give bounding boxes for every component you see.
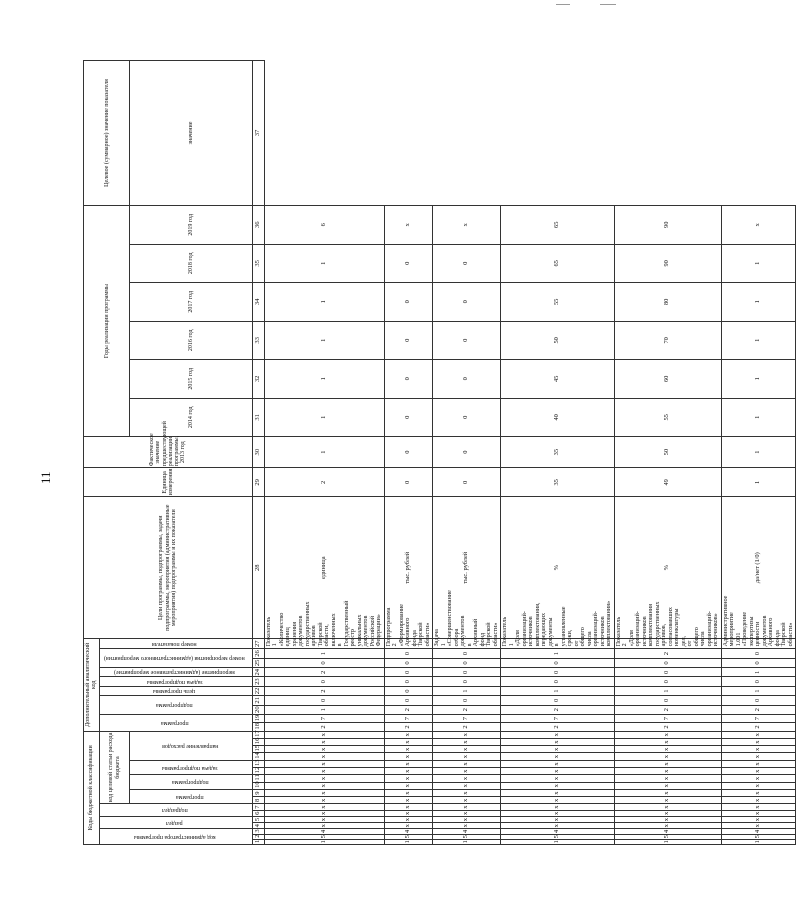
code-digit-cell: 1 [721, 686, 796, 695]
year-value-cell: 70 [614, 321, 721, 360]
code-digit-cell: x [433, 775, 501, 782]
code-digit-cell: x [264, 810, 384, 816]
code-digit-cell: x [721, 789, 796, 796]
code-digit-cell: 7 [614, 714, 721, 722]
code-digit-cell: x [614, 816, 721, 822]
unit-cell: единица [264, 497, 384, 639]
code-digit-cell: 2 [384, 723, 433, 731]
code-digit-cell: x [433, 731, 501, 738]
column-number: 19 [252, 714, 264, 722]
year-2019-header: 2019 год [130, 205, 252, 244]
unit-cell: % [501, 497, 615, 639]
column-number: 30 [252, 437, 264, 468]
ksr-direction-header: направление расходов [161, 742, 219, 749]
column-number: 1 [252, 839, 264, 844]
code-digit-cell: x [264, 823, 384, 829]
code-digit-cell: 5 [384, 834, 433, 839]
code-digit-cell: 2 [384, 705, 433, 714]
code-digit-cell: 5 [614, 834, 721, 839]
column-number: 28 [252, 497, 264, 639]
code-digit-cell: x [433, 753, 501, 760]
goal-name-cell: Показатель 2 «Доля организаций-источников комплектования государственных архивов, согласовавших номенклатуры дел, от общего числа организаций-источников» [614, 638, 721, 648]
year-value-cell: 0 [433, 244, 501, 283]
code-digit-cell: 0 [721, 677, 796, 686]
ac-goal-header: цель программы [153, 688, 196, 695]
code-digit-cell: x [501, 804, 615, 810]
target-value-cell: x [433, 205, 501, 244]
code-digit-cell: 2 [264, 686, 384, 695]
year-value-cell: 1 [721, 244, 796, 283]
code-digit-cell: x [721, 816, 796, 822]
code-digit-cell: x [384, 753, 433, 760]
code-digit-cell: x [614, 823, 721, 829]
code-digit-cell: 7 [721, 714, 796, 722]
column-number: 21 [252, 696, 264, 705]
year-value-cell: 55 [614, 398, 721, 437]
code-digit-cell: 2 [721, 705, 796, 714]
fact-header: Фактическое значение предшествующей реализации программы, 2013 год [84, 437, 253, 468]
code-digit-cell: x [501, 760, 615, 767]
code-digit-cell: 4 [614, 829, 721, 834]
column-number: 13 [252, 760, 264, 767]
year-value-cell: 0 [433, 437, 501, 468]
year-value-cell: 50 [614, 437, 721, 468]
code-digit-cell: 0 [264, 677, 384, 686]
code-digit-cell: x [721, 738, 796, 745]
code-digit-cell: x [721, 768, 796, 775]
year-value-cell: 0 [384, 283, 433, 322]
year-value-cell: 1 [721, 321, 796, 360]
column-number: 18 [252, 723, 264, 731]
rotated-table-container [83, 60, 794, 845]
code-digit-cell: x [384, 775, 433, 782]
code-digit-cell: 0 [433, 677, 501, 686]
code-digit-cell: 0 [264, 658, 384, 667]
table-row [384, 61, 433, 845]
code-digit-cell: x [721, 823, 796, 829]
fact-cell: 35 [501, 468, 615, 497]
column-number: 3 [252, 829, 264, 834]
column-number: 36 [252, 205, 264, 244]
code-digit-cell: 0 [501, 677, 615, 686]
code-digit-cell: 2 [501, 705, 615, 714]
table-row [614, 61, 721, 845]
column-number: 12 [252, 768, 264, 775]
code-digit-cell: x [264, 775, 384, 782]
code-digit-cell: x [614, 789, 721, 796]
years-header: Годы реализации программы [84, 205, 130, 436]
target-value-cell: 65 [501, 205, 615, 244]
ac-program-header: программа [160, 719, 189, 726]
goals-header: Цели программы, подпрограммы, задачи подпрограммы, мероприятия (административные мероприятия) подпрограммы и их показатели [84, 497, 253, 639]
code-digit-cell: x [433, 782, 501, 789]
column-number: 17 [252, 731, 264, 738]
code-digit-cell: 2 [721, 723, 796, 731]
code-digit-cell: x [614, 782, 721, 789]
code-digit-cell: 0 [433, 649, 501, 658]
code-digit-cell: 0 [614, 668, 721, 677]
code-digit-cell: 1 [501, 649, 615, 658]
code-digit-cell: x [384, 797, 433, 804]
ac-subprogram-header: подпрограмма [156, 702, 193, 709]
code-digit-cell: 0 [501, 696, 615, 705]
fact-cell: 0 [433, 468, 501, 497]
year-value-cell: 0 [433, 360, 501, 399]
column-number: 16 [252, 738, 264, 745]
code-digit-cell: 0 [384, 649, 433, 658]
code-digit-cell: x [721, 804, 796, 810]
scan-mark [556, 4, 570, 5]
code-digit-cell: x [384, 823, 433, 829]
code-digit-cell: 2 [501, 723, 615, 731]
column-number: 20 [252, 705, 264, 714]
code-digit-cell: x [433, 804, 501, 810]
code-digit-cell: x [501, 797, 615, 804]
code-digit-cell: x [614, 731, 721, 738]
year-value-cell: 50 [501, 321, 615, 360]
code-digit-cell: 7 [384, 714, 433, 722]
goal-name-cell: Показатель 1 «Количество единиц хранения документов государственных архивов Тверской области, включенных в Государственный реестр уникальных документов Российской Федерации» [264, 638, 384, 648]
code-digit-cell: x [721, 782, 796, 789]
code-digit-cell: 0 [501, 668, 615, 677]
ac-indicator-header: номер показателя [152, 640, 197, 647]
code-digit-cell: x [501, 789, 615, 796]
code-digit-cell: 0 [501, 658, 615, 667]
column-number: 26 [252, 649, 264, 658]
year-value-cell: 1 [264, 437, 384, 468]
code-digit-cell: x [501, 823, 615, 829]
code-digit-cell: x [721, 753, 796, 760]
code-digit-cell: 1 [264, 839, 384, 844]
year-value-cell: 0 [384, 360, 433, 399]
code-digit-cell: 1 [264, 649, 384, 658]
code-digit-cell: x [264, 789, 384, 796]
code-digit-cell: 0 [614, 696, 721, 705]
code-digit-cell: x [384, 738, 433, 745]
year-value-cell: 1 [721, 283, 796, 322]
code-digit-cell: 0 [433, 668, 501, 677]
code-digit-cell: x [433, 789, 501, 796]
code-digit-cell: x [433, 760, 501, 767]
program-indicators-table [83, 60, 796, 845]
admin-code-header: код администратора программы [133, 833, 216, 840]
target-value-cell: x [721, 205, 796, 244]
year-value-cell: 55 [501, 283, 615, 322]
code-digit-cell: 0 [264, 696, 384, 705]
code-digit-cell: 1 [721, 668, 796, 677]
code-digit-cell: x [384, 768, 433, 775]
code-digit-cell: 1 [501, 686, 615, 695]
ac-measure-header: мероприятие (административное мероприятие) [113, 669, 235, 676]
goal-name-cell: Подпрограмма 2 «Формирование Архивного фонда Тверской области» [384, 638, 433, 648]
year-value-cell: 1 [721, 398, 796, 437]
year-2018-header: 2018 год [130, 244, 252, 283]
code-digit-cell: x [501, 810, 615, 816]
code-digit-cell: 0 [384, 677, 433, 686]
code-digit-cell: 5 [433, 834, 501, 839]
code-digit-cell: 2 [614, 649, 721, 658]
code-digit-cell: x [384, 789, 433, 796]
code-digit-cell: x [614, 738, 721, 745]
code-digit-cell: 2 [264, 668, 384, 677]
year-2015-header: 2015 год [130, 360, 252, 399]
scan-mark [600, 4, 616, 5]
code-digit-cell: 4 [433, 829, 501, 834]
extra-code-header: Дополнительный аналитический код [84, 638, 100, 731]
code-digit-cell: 1 [264, 705, 384, 714]
code-digit-cell: 2 [614, 723, 721, 731]
column-number: 7 [252, 804, 264, 810]
column-number: 25 [252, 658, 264, 667]
fact-cell: 2 [264, 468, 384, 497]
unit-cell: тыс. рублей [433, 497, 501, 639]
code-digit-cell: x [614, 775, 721, 782]
code-digit-cell: x [433, 797, 501, 804]
code-digit-cell: x [264, 753, 384, 760]
column-number: 29 [252, 468, 264, 497]
column-number: 27 [252, 638, 264, 648]
code-digit-cell: 1 [384, 839, 433, 844]
column-number: 22 [252, 686, 264, 695]
unit-cell: тыс. рублей [384, 497, 433, 639]
year-value-cell: 1 [264, 360, 384, 399]
code-digit-cell: x [614, 797, 721, 804]
target-value-cell: x [384, 205, 433, 244]
podrazdel-header: подраздел [161, 807, 188, 814]
code-digit-cell: 4 [384, 829, 433, 834]
code-digit-cell: x [384, 804, 433, 810]
code-digit-cell: x [614, 768, 721, 775]
code-digit-cell: x [501, 738, 615, 745]
year-2017-header: 2017 год [130, 283, 252, 322]
column-number: 2 [252, 834, 264, 839]
code-digit-cell: x [501, 746, 615, 753]
code-digit-cell: 0 [384, 658, 433, 667]
column-number: 11 [252, 775, 264, 782]
column-number: 14 [252, 753, 264, 760]
code-digit-cell: x [501, 782, 615, 789]
code-digit-cell: 1 [433, 839, 501, 844]
ksr-header: код целевой статьи расхода бюджета [99, 731, 130, 804]
code-digit-cell: 2 [433, 723, 501, 731]
code-digit-cell: 0 [384, 668, 433, 677]
code-digit-cell: x [433, 746, 501, 753]
column-number: 35 [252, 244, 264, 283]
year-value-cell: 0 [384, 321, 433, 360]
year-value-cell: 0 [433, 283, 501, 322]
year-value-cell: 0 [384, 398, 433, 437]
code-digit-cell: x [501, 775, 615, 782]
code-digit-cell: 0 [721, 696, 796, 705]
code-digit-cell: 2 [433, 705, 501, 714]
code-digit-cell: x [721, 810, 796, 816]
code-digit-cell: 7 [501, 714, 615, 722]
code-digit-cell: x [384, 760, 433, 767]
column-number: 8 [252, 797, 264, 804]
code-digit-cell: 1 [614, 839, 721, 844]
code-digit-cell: 0 [614, 658, 721, 667]
year-value-cell: 1 [721, 437, 796, 468]
year-value-cell: 65 [501, 244, 615, 283]
code-digit-cell: x [721, 731, 796, 738]
year-value-cell: 1 [264, 244, 384, 283]
goal-name-cell: Показатель 1 «Доля организаций-источников комплектования, передающих документы в установленные сроки, от общего числа организаций-источников комплектования» [501, 638, 615, 648]
column-number: 32 [252, 360, 264, 399]
year-value-cell: 1 [264, 321, 384, 360]
budget-classification-header: Коды бюджетной классификации [84, 731, 100, 844]
code-digit-cell: x [614, 746, 721, 753]
code-digit-cell: 5 [721, 834, 796, 839]
table-row [721, 61, 796, 845]
table-row [501, 61, 615, 845]
code-digit-cell: 4 [501, 829, 615, 834]
ksr-task-header: задача подпрограммы [162, 764, 218, 771]
code-digit-cell: x [264, 797, 384, 804]
code-digit-cell: x [614, 810, 721, 816]
column-number: 31 [252, 398, 264, 437]
column-number: 37 [252, 61, 264, 206]
code-digit-cell: x [384, 746, 433, 753]
page-number: 11 [38, 471, 53, 484]
code-digit-cell: x [264, 746, 384, 753]
code-digit-cell: x [501, 816, 615, 822]
code-digit-cell: x [384, 782, 433, 789]
goal-name-cell: Административное мероприятие 1.001 «Проведение экспертизы ценности документов Архивного фонда Тверской области» [721, 638, 796, 648]
code-digit-cell: 0 [384, 686, 433, 695]
code-digit-cell: 1 [721, 839, 796, 844]
code-digit-cell: x [264, 738, 384, 745]
column-number: 9 [252, 789, 264, 796]
code-digit-cell: x [721, 760, 796, 767]
target-value-cell: 90 [614, 205, 721, 244]
year-value-cell: 0 [384, 244, 433, 283]
unit-cell: да/нет (1/0) [721, 497, 796, 639]
code-digit-cell: x [433, 738, 501, 745]
fact-cell: 0 [384, 468, 433, 497]
ac-task-header: задача подпрограммы [146, 678, 203, 685]
column-number: 4 [252, 823, 264, 829]
code-digit-cell: x [264, 731, 384, 738]
code-digit-cell: x [384, 810, 433, 816]
year-value-cell: 1 [264, 283, 384, 322]
year-2016-header: 2016 год [130, 321, 252, 360]
code-digit-cell: 0 [433, 696, 501, 705]
year-value-cell: 90 [614, 244, 721, 283]
ksr-subprogram-header: подпрограмма [171, 779, 209, 786]
column-number: 33 [252, 321, 264, 360]
year-2014-header: 2014 год [130, 398, 252, 437]
column-number: 34 [252, 283, 264, 322]
code-digit-cell: x [433, 810, 501, 816]
code-digit-cell: 4 [264, 829, 384, 834]
target-value-header: значение [130, 61, 252, 206]
code-digit-cell: 0 [384, 696, 433, 705]
code-digit-cell: 0 [721, 658, 796, 667]
target-header: Целевое (суммарное) значение показателя [84, 61, 130, 206]
code-digit-cell: 0 [721, 649, 796, 658]
column-number: 23 [252, 677, 264, 686]
code-digit-cell: x [433, 768, 501, 775]
year-value-cell: 0 [433, 398, 501, 437]
code-digit-cell: x [384, 816, 433, 822]
code-digit-cell: x [384, 731, 433, 738]
year-value-cell: 35 [501, 437, 615, 468]
year-value-cell: 80 [614, 283, 721, 322]
code-digit-cell: 5 [264, 834, 384, 839]
column-number: 15 [252, 746, 264, 753]
code-digit-cell: 5 [501, 834, 615, 839]
code-digit-cell: x [501, 731, 615, 738]
code-digit-cell: x [264, 782, 384, 789]
code-digit-cell: x [501, 768, 615, 775]
ksr-program-header: программа [176, 793, 204, 800]
code-digit-cell: x [433, 816, 501, 822]
year-value-cell: 1 [721, 360, 796, 399]
code-digit-cell: 2 [614, 705, 721, 714]
code-digit-cell: 1 [433, 686, 501, 695]
year-value-cell: 60 [614, 360, 721, 399]
code-digit-cell: x [721, 746, 796, 753]
code-digit-cell: 2 [264, 723, 384, 731]
code-digit-cell: 7 [433, 714, 501, 722]
code-digit-cell: 4 [721, 829, 796, 834]
column-number: 24 [252, 668, 264, 677]
code-digit-cell: x [433, 823, 501, 829]
code-digit-cell: x [614, 753, 721, 760]
unit-header: Единица измерения [84, 468, 253, 497]
code-digit-cell: x [614, 760, 721, 767]
code-digit-cell: x [264, 804, 384, 810]
code-digit-cell: x [614, 804, 721, 810]
code-digit-cell: 1 [501, 839, 615, 844]
ac-measure-num-header: номер мероприятия (административного мероприятия) [104, 655, 245, 662]
code-digit-cell: x [721, 797, 796, 804]
code-digit-cell: 7 [264, 714, 384, 722]
code-digit-cell: x [721, 775, 796, 782]
code-digit-cell: 0 [433, 658, 501, 667]
year-value-cell: 0 [384, 437, 433, 468]
column-number: 6 [252, 810, 264, 816]
target-value-cell: 6 [264, 205, 384, 244]
year-value-cell: 45 [501, 360, 615, 399]
table-row [264, 61, 384, 845]
column-number: 10 [252, 782, 264, 789]
table-row [433, 61, 501, 845]
goal-name-cell: Задача 1 «Совершенствование отбора документов в Архивный фонд Тверской области» [433, 638, 501, 648]
razdel-header: раздел [166, 819, 183, 826]
fact-cell: 1 [721, 468, 796, 497]
code-digit-cell: x [264, 760, 384, 767]
fact-cell: 49 [614, 468, 721, 497]
year-value-cell: 40 [501, 398, 615, 437]
code-digit-cell: x [501, 753, 615, 760]
unit-cell: % [614, 497, 721, 639]
column-number: 5 [252, 816, 264, 822]
code-digit-cell: 0 [614, 677, 721, 686]
code-digit-cell: 1 [614, 686, 721, 695]
year-value-cell: 0 [433, 321, 501, 360]
code-digit-cell: x [264, 768, 384, 775]
year-value-cell: 1 [264, 398, 384, 437]
code-digit-cell: x [264, 816, 384, 822]
